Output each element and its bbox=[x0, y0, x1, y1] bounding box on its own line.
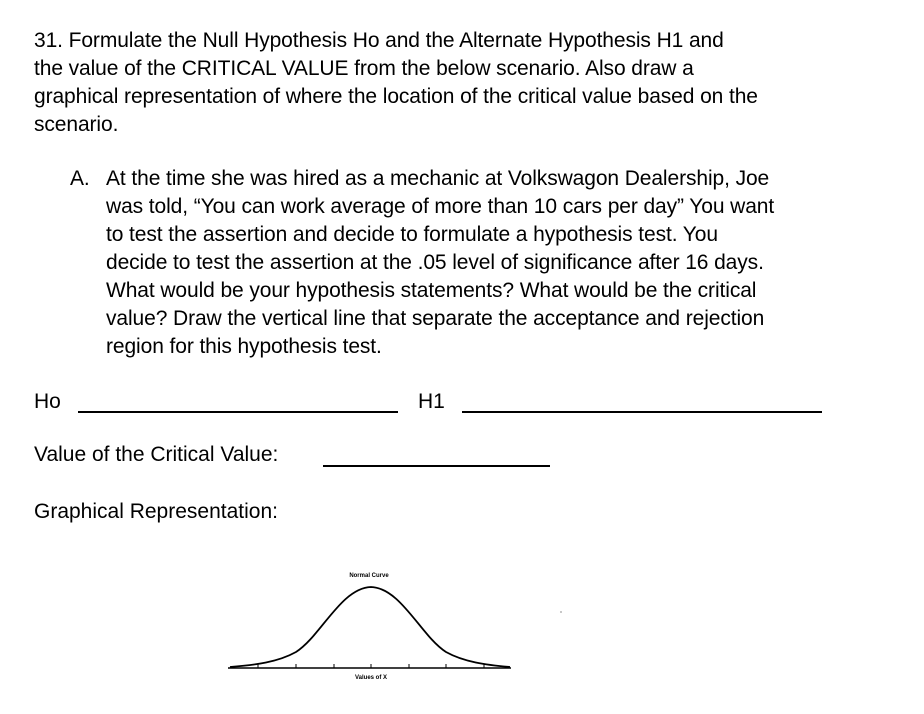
ho-answer-blank[interactable] bbox=[78, 411, 398, 413]
critical-value-answer-blank[interactable] bbox=[323, 465, 550, 467]
scenario-line: decide to test the assertion at the .05 level of significance after 16 days. bbox=[106, 251, 764, 274]
item-a-marker: A. bbox=[70, 167, 90, 190]
question-line: scenario. bbox=[34, 113, 119, 136]
x-axis-label: Values of X bbox=[354, 675, 388, 681]
normal-curve-line bbox=[230, 587, 510, 667]
scenario-line: to test the assertion and decide to formulate a hypothesis test. You bbox=[106, 223, 718, 246]
scenario-line: value? Draw the vertical line that separate the acceptance and rejection bbox=[106, 307, 765, 330]
scenario-line: At the time she was hired as a mechanic at Volkswagon Dealership, Joe bbox=[106, 167, 770, 190]
graphical-representation-label: Graphical Representation: bbox=[34, 500, 278, 523]
question-line: 31. Formulate the Null Hypothesis Ho and the Alternate Hypothesis H1 and bbox=[34, 29, 724, 52]
ho-label: Ho bbox=[34, 390, 61, 413]
scenario-line: region for this hypothesis test. bbox=[106, 335, 382, 358]
h1-answer-blank[interactable] bbox=[462, 411, 822, 413]
scenario-line: What would be your hypothesis statements? What would be the critical bbox=[106, 279, 757, 302]
question-line: the value of the CRITICAL VALUE from the below scenario. Also draw a bbox=[34, 57, 694, 80]
question-line: graphical representation of where the location of the critical value based on the bbox=[34, 85, 758, 108]
scenario-text bbox=[106, 165, 774, 361]
normal-curve-figure bbox=[226, 566, 516, 686]
normal-curve-title: Normal Curve bbox=[349, 573, 389, 579]
h1-label: H1 bbox=[418, 390, 445, 413]
scenario-line: was told, “You can work average of more than 10 cars per day” You want bbox=[106, 195, 775, 218]
scan-speck bbox=[560, 611, 562, 613]
critical-value-label: Value of the Critical Value: bbox=[34, 443, 279, 466]
question-31-prompt bbox=[34, 27, 758, 139]
